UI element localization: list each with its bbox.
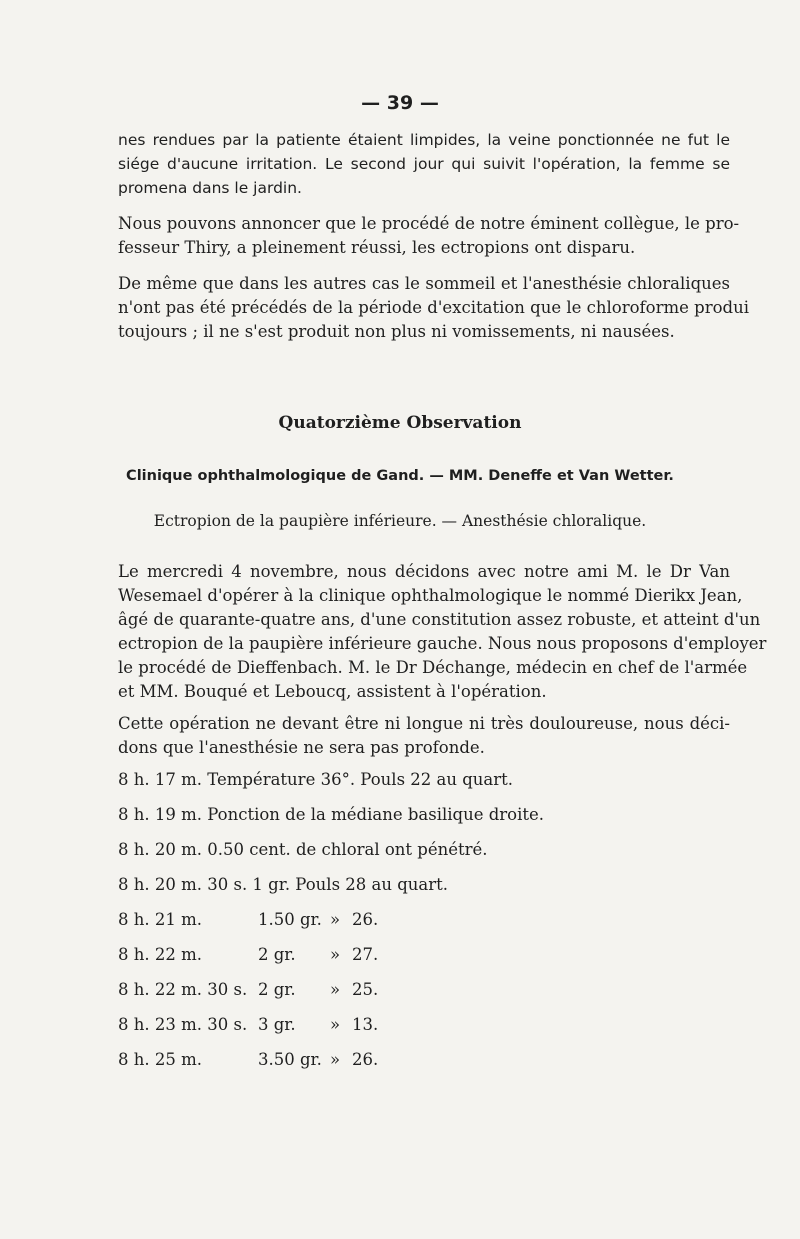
text-line: Nous pouvons annoncer que le procédé de notre éminent collègue, le pro- [118, 214, 740, 233]
timeline-row [118, 1050, 730, 1085]
row-mark: » [330, 1050, 341, 1069]
timeline-row [118, 875, 730, 910]
row-time: 8 h. 22 m. [118, 945, 202, 964]
row-time: 8 h. 23 m. 30 s. [118, 1015, 248, 1034]
row-time: 8 h. 22 m. 30 s. [118, 980, 248, 999]
row-dose: 2 gr. [258, 980, 296, 999]
text-line: siége d'aucune irritation. Le second jour qui suivit l'opération, la femme se [118, 155, 730, 173]
paragraph-4 [118, 560, 767, 704]
text-line: Cette opération ne devant être ni longue ni très douloureuse, nous déci- [118, 714, 730, 733]
timeline-row [118, 805, 730, 840]
text-line: n'ont pas été précédés de la période d'excitation que le chloroforme produi [118, 298, 749, 317]
row-pulse: 27. [352, 945, 379, 964]
text-line: De même que dans les autres cas le sommeil et l'anesthésie chloraliques [118, 274, 730, 293]
timeline-row [118, 840, 730, 875]
timeline-row [118, 1015, 730, 1050]
section-title: Quatorzième Observation [278, 413, 522, 433]
row-mark: » [330, 910, 341, 929]
timeline-entry: 8 h. 20 m. 30 s. 1 gr. Pouls 28 au quart. [118, 875, 449, 894]
timeline-row [118, 910, 730, 945]
row-mark: » [330, 1015, 341, 1034]
row-pulse: 13. [352, 1015, 379, 1034]
text-line: toujours ; il ne s'est produit non plus ni vomissements, ni nausées. [118, 322, 675, 341]
timeline-entry: 8 h. 17 m. Température 36°. Pouls 22 au quart. [118, 770, 514, 789]
text-line: Le mercredi 4 novembre, nous décidons avec notre ami M. le Dr Van [118, 562, 730, 581]
timeline-row [118, 980, 730, 1015]
case-title: Ectropion de la paupière inférieure. — Anesthésie chloralique. [153, 512, 647, 530]
paragraph-3 [118, 272, 749, 344]
timeline [118, 770, 730, 1085]
row-time: 8 h. 21 m. [118, 910, 202, 929]
text-line: dons que l'anesthésie ne sera pas profonde. [118, 738, 485, 757]
row-time: 8 h. 25 m. [118, 1050, 202, 1069]
timeline-row [118, 770, 730, 805]
text-line: ectropion de la paupière inférieure gauche. Nous nous proposons d'employer [118, 634, 767, 653]
row-pulse: 25. [352, 980, 379, 999]
text-line: âgé de quarante-quatre ans, d'une constitution assez robuste, et atteint d'un [118, 610, 761, 629]
section-subtitle: Clinique ophthalmologique de Gand. — MM. Deneffe et Van Wetter. [126, 468, 674, 484]
row-dose: 3.50 gr. [258, 1050, 322, 1069]
row-dose: 2 gr. [258, 945, 296, 964]
row-mark: » [330, 945, 341, 964]
text-line: et MM. Bouqué et Leboucq, assistent à l'opération. [118, 682, 547, 701]
paragraph-5 [118, 712, 730, 760]
timeline-entry: 8 h. 19 m. Ponction de la médiane basilique droite. [118, 805, 545, 824]
intro-paragraph [118, 128, 730, 200]
text-line: promena dans le jardin. [118, 179, 302, 197]
row-pulse: 26. [352, 910, 379, 929]
page-number: — 39 — [361, 92, 439, 114]
row-dose: 1.50 gr. [258, 910, 322, 929]
text-line: Wesemael d'opérer à la clinique ophthalmologique le nommé Dierikx Jean, [118, 586, 743, 605]
paragraph-2 [118, 212, 740, 260]
text-line: le procédé de Dieffenbach. M. le Dr Déchange, médecin en chef de l'armée [118, 658, 748, 677]
row-pulse: 26. [352, 1050, 379, 1069]
timeline-row [118, 945, 730, 980]
text-line: nes rendues par la patiente étaient limpides, la veine ponctionnée ne fut le [118, 131, 730, 149]
text-line: fesseur Thiry, a pleinement réussi, les ectropions ont disparu. [118, 238, 636, 257]
row-dose: 3 gr. [258, 1015, 296, 1034]
row-mark: » [330, 980, 341, 999]
timeline-entry: 8 h. 20 m. 0.50 cent. de chloral ont pénétré. [118, 840, 488, 859]
